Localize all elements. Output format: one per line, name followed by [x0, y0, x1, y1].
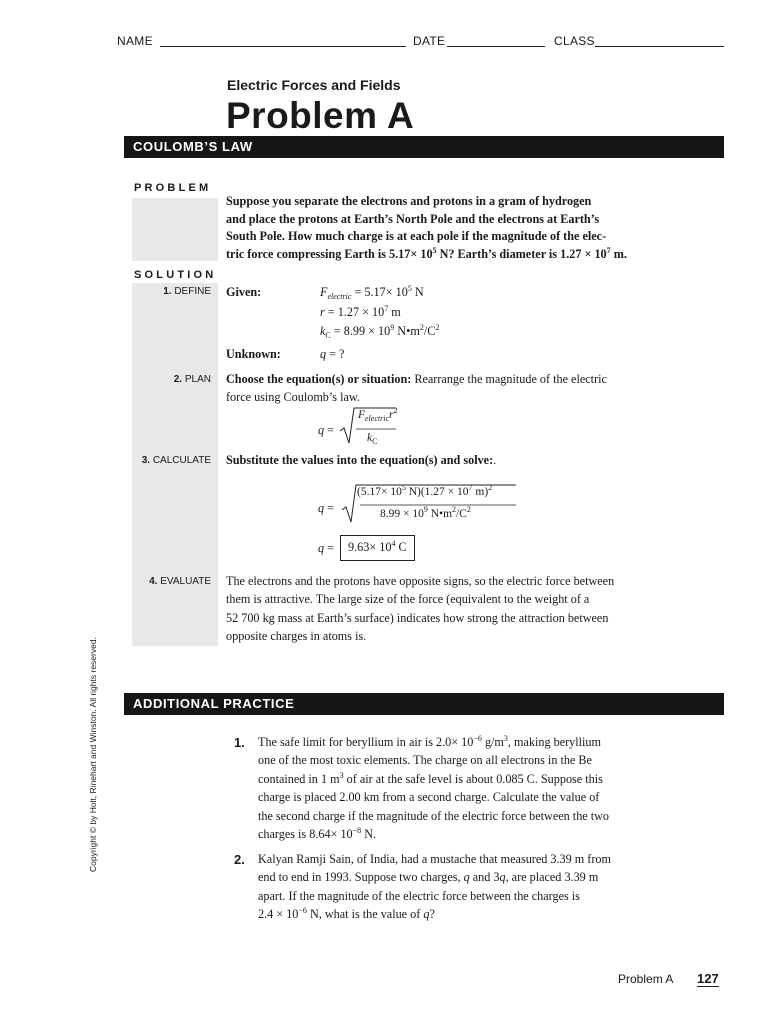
- given-force: $F_{electric} = 5.17\times 10^5$ N: [320, 284, 424, 301]
- calculate-denominator: $8.99 \times 10^9$ $N•m^2/C^2$: [380, 505, 471, 520]
- step-evaluate: 4. EVALUATE: [149, 576, 211, 587]
- problem-gray-column: [132, 198, 218, 261]
- problem-line: and place the protons at Earth’s North Pole and the electrons at Earth’s: [226, 211, 600, 226]
- class-field-line[interactable]: [595, 46, 724, 47]
- practice-number: 1.: [234, 735, 245, 750]
- step-define: 1. DEFINE: [163, 286, 211, 297]
- given-constant: $k_C = 8.99 \times 10^9$ $N•m^2/C^2$: [320, 323, 440, 340]
- page-number: 127: [697, 971, 719, 986]
- problem-line: Suppose you separate the electrons and protons in a gram of hydrogen: [226, 194, 592, 208]
- unknown-label: Unknown:: [226, 347, 281, 361]
- practice-problem-1: The safe limit for beryllium in air is $2.0\times 10^{-6}$ $g/m^3$, making beryllium one of the most toxic elements. The charge on all electrons in the Be contained in 1 $m^3$ of air at the safe level is about 0.085 C. Suppose this charge is placed 2.00 km from a second charge. Calculate the value of the second charge if the magnitude of the electric force between the two charges is $8.64\times 10^{-8}$ N.: [258, 734, 610, 842]
- plan-denominator: $k_C$: [367, 432, 378, 446]
- date-field-line[interactable]: [447, 46, 545, 47]
- calculate-equation-lhs: q =: [318, 501, 335, 515]
- problem-statement: [226, 193, 696, 263]
- date-label: DATE: [413, 34, 446, 48]
- name-field-line[interactable]: [160, 46, 406, 47]
- problem-line: tric force compressing Earth is $5.17\times 10^5$ N? Earth’s diameter is $1.27 \times 10^7$ m.: [226, 245, 627, 261]
- step-plan: 2. PLAN: [173, 374, 211, 385]
- footer-label: Problem A: [618, 972, 674, 986]
- plan-numerator: $F_{electric}r^2$: [358, 406, 398, 423]
- calculate-numerator: ($5.17\times 10^5$ $N)(1.27 \times 10^7$ m)$^2$: [357, 483, 493, 498]
- plan-text: Choose the equation(s) or situation: Rearrange the magnitude of the electric force using Coulomb’s law.: [226, 372, 607, 404]
- page-title: Problem A: [226, 95, 415, 136]
- plan-equation-lhs: q =: [318, 423, 335, 437]
- unknown-value: q = ?: [320, 347, 345, 361]
- given-values: [320, 284, 439, 341]
- problem-line: South Pole. How much charge is at each pole if the magnitude of the elec-: [226, 229, 607, 243]
- result-lhs: q =: [318, 541, 335, 555]
- copyright-notice: Copyright © by Holt, Rinehart and Winston. All rights reserved.: [88, 637, 98, 872]
- calculate-lead: Substitute the values into the equation(s) and solve:.: [226, 453, 497, 467]
- result-answer-box: $9.63\times 10^4$ C: [340, 535, 415, 561]
- section-bar-coulombs-law: COULOMB’S LAW: [124, 136, 724, 158]
- chapter-subtitle: Electric Forces and Fields: [227, 77, 401, 93]
- name-label: NAME: [117, 34, 153, 48]
- solution-heading: SOLUTION: [134, 269, 217, 281]
- practice-problem-2: Kalyan Ramji Sain, of India, had a mustache that measured 3.39 m from end to end in 1993. Suppose two charges, q and 3q, are placed 3.39 m apart. If the magnitude of the electric force between the charges is $2.4 \times 10^{-6}$ N, what is the value of q?: [258, 852, 612, 922]
- given-label: Given:: [226, 285, 262, 299]
- class-label: CLASS: [554, 34, 595, 48]
- practice-number: 2.: [234, 852, 245, 867]
- section-bar-additional-practice: ADDITIONAL PRACTICE: [124, 693, 724, 715]
- step-calculate: 3. CALCULATE: [141, 455, 211, 466]
- problem-heading: PROBLEM: [134, 182, 212, 194]
- given-distance: $r = 1.27 \times 10^7$ m: [320, 303, 401, 319]
- evaluate-text: The electrons and the protons have opposite signs, so the electric force between them is attractive. The large size of the force (equivalent to the weight of a 52 700 kg mass at Earth’s surface) indicates how strong the attraction between opposite charges in atoms is.: [226, 574, 615, 643]
